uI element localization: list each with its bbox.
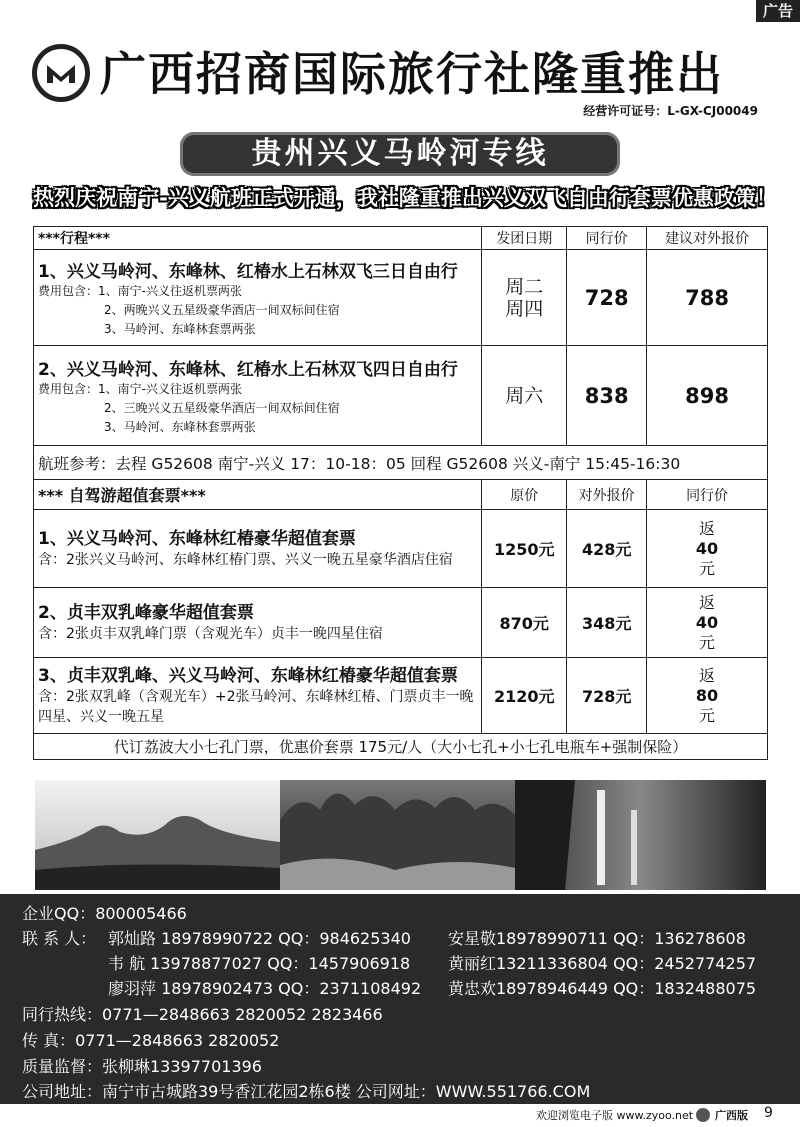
retail-price: 348元	[567, 588, 647, 658]
fee-line: 费用包含：1、南宁-兴义往返机票两张	[38, 381, 242, 396]
rebate-amount: 80	[695, 685, 719, 705]
rebate-amount: 40	[695, 538, 719, 558]
itinerary-title: ***行程***	[34, 227, 482, 250]
hotline: 同行热线：0771—2848663 2820052 2823466	[22, 1005, 383, 1024]
package-header	[34, 480, 768, 510]
rebate-unit: 元	[699, 705, 716, 725]
package-row	[34, 510, 768, 588]
company-address: 公司地址：南宁市古城路39号香江花园2栋6楼 公司网址：WWW.551766.COM	[22, 1082, 591, 1101]
col-date: 发团日期	[482, 227, 567, 250]
depart-day: 周二	[505, 275, 544, 298]
contact-person: 黄忠欢18978946449 QQ：1832488075	[448, 979, 757, 998]
retail-price: 898	[647, 346, 768, 446]
contact-person: 安星敬18978990711 QQ：136278608	[448, 929, 746, 948]
original-price: 2120元	[482, 658, 567, 734]
fee-line: 费用包含：1、南宁-兴义往返机票两张	[38, 283, 242, 298]
package-desc: 含：2张兴义马岭河、东峰林红椿门票、兴义一晚五星豪华酒店住宿	[38, 551, 453, 568]
itinerary-row	[34, 346, 768, 446]
rebate-amount: 40	[695, 612, 719, 632]
edition-label: 广西版	[715, 1109, 748, 1122]
col-peer-price: 同行价	[647, 480, 768, 510]
col-retail-price: 对外报价	[567, 480, 647, 510]
ad-tag: 广告	[756, 0, 800, 22]
retail-price: 728元	[567, 658, 647, 734]
original-price: 1250元	[482, 510, 567, 588]
package-name: 1、兴义马岭河、东峰林红椿豪华超值套票	[38, 528, 356, 549]
retail-price: 428元	[567, 510, 647, 588]
package-title: *** 自驾游超值套票***	[34, 480, 482, 510]
package-desc: 含：2张双乳峰（含观光车）+2张马岭河、东峰林红椿、门票贞丰一晚四星、兴义一晚五星	[38, 688, 474, 725]
page-number: 9	[764, 1105, 773, 1121]
depart-day: 周四	[505, 297, 544, 320]
itinerary-title: 1、兴义马岭河、东峰林、红椿水上石林双飞三日自由行	[38, 261, 458, 282]
fax: 传 真：0771—2848663 2820052	[22, 1031, 280, 1050]
rebate-unit: 元	[699, 558, 716, 578]
fee-line: 3、马岭河、东峰林套票两张	[104, 321, 256, 336]
package-row	[34, 588, 768, 658]
col-peer-price: 同行价	[567, 227, 647, 250]
flight-info: 航班参考：去程 G52608 南宁-兴义 17：10-18：05 回程 G52608 兴义-南宁 15:45-16:30	[34, 446, 768, 480]
booking-note: 代订荔波大小七孔门票，优惠价套票 175元/人（大小七孔+小七孔电瓶车+强制保险）	[34, 734, 768, 760]
retail-price: 788	[647, 250, 768, 346]
col-retail-price: 建议对外报价	[647, 227, 768, 250]
contact-footer	[0, 894, 800, 1104]
site-link[interactable]: 欢迎浏览电子版 www.zyoo.net	[536, 1109, 694, 1122]
depart-day: 周六	[482, 346, 567, 446]
package-desc: 含：2张贞丰双乳峰门票（含观光车）贞丰一晚四星住宿	[38, 625, 383, 642]
contact-person: 廖羽萍 18978902473 QQ：2371108492	[108, 979, 422, 998]
company-title: 广西招商国际旅行社隆重推出	[100, 47, 724, 101]
itinerary-row	[34, 250, 768, 346]
rebate-label: 返	[699, 665, 716, 685]
package-name: 2、贞丰双乳峰豪华超值套票	[38, 602, 254, 623]
promo-slogan: 热烈庆祝南宁-兴义航班正式开通，我社隆重推出兴义双飞自由行套票优惠政策！	[33, 186, 777, 210]
rebate-label: 返	[699, 518, 716, 538]
package-name: 3、贞丰双乳峰、兴义马岭河、东峰林红椿豪华超值套票	[38, 665, 458, 686]
rebate-unit: 元	[699, 632, 716, 652]
license-number: 经营许可证号：L-GX-CJ00049	[583, 104, 758, 118]
contact-person: 黄丽红13211336804 QQ：2452774257	[448, 954, 757, 973]
scenery-photos	[35, 780, 766, 890]
price-table	[33, 226, 768, 760]
contact-person: 韦 航 13978877027 QQ：1457906918	[108, 954, 411, 973]
fee-line: 2、三晚兴义五星级豪华酒店一间双标间住宿	[104, 400, 340, 415]
itinerary-header	[34, 227, 768, 250]
peer-price: 838	[567, 346, 647, 446]
contact-label: 联 系 人：	[22, 929, 97, 948]
col-original-price: 原价	[482, 480, 567, 510]
page-footer	[0, 1104, 800, 1127]
quality-supervisor: 质量监督：张柳琳13397701396	[22, 1057, 262, 1076]
original-price: 870元	[482, 588, 567, 658]
fee-line: 3、马岭河、东峰林套票两张	[104, 419, 256, 434]
company-qq: 企业QQ：800005466	[22, 904, 187, 923]
itinerary-title: 2、兴义马岭河、东峰林、红椿水上石林双飞四日自由行	[38, 359, 458, 380]
peer-price: 728	[567, 250, 647, 346]
package-row	[34, 658, 768, 734]
edition-icon	[696, 1108, 710, 1122]
rebate-label: 返	[699, 592, 716, 612]
contact-person: 郭灿路 18978990722 QQ：984625340	[108, 929, 411, 948]
company-logo	[32, 44, 90, 102]
fee-line: 2、两晚兴义五星级豪华酒店一间双标间住宿	[104, 302, 340, 317]
route-banner: 贵州兴义马岭河专线	[180, 132, 620, 176]
